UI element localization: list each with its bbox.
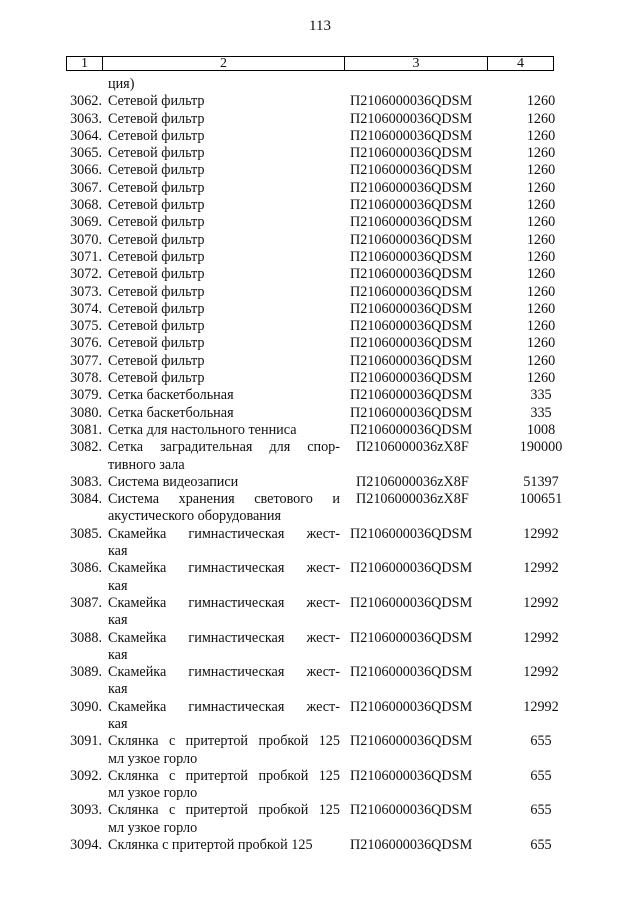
row-number: 3089. xyxy=(70,664,102,681)
item-name xyxy=(107,180,340,197)
item-value: 1260 xyxy=(526,231,556,248)
item-code: П2106000036QDSM xyxy=(350,767,473,784)
item-code: П2106000036QDSM xyxy=(350,162,473,179)
row-number: 3084. xyxy=(70,491,102,508)
item-code: П2106000036QDSM xyxy=(350,214,473,231)
item-value xyxy=(496,76,586,93)
table-row xyxy=(66,422,586,439)
item-value: 12992 xyxy=(523,629,559,646)
table-row xyxy=(66,232,586,249)
item-value: 12992 xyxy=(523,525,559,542)
item-value: 1260 xyxy=(526,300,556,317)
item-value: 335 xyxy=(530,387,552,404)
table-row xyxy=(66,284,586,301)
row-number: 3094. xyxy=(70,837,102,854)
item-code: П2106000036QDSM xyxy=(350,560,473,577)
item-name-line: тивного зала xyxy=(108,456,185,473)
item-value: 100651 xyxy=(519,491,563,508)
row-number: 3076. xyxy=(70,335,102,352)
item-name-line: Скамейка гимнастическая жест- xyxy=(108,560,340,577)
item-name xyxy=(107,145,340,162)
item-value: 1260 xyxy=(526,266,556,283)
item-value: 1260 xyxy=(526,197,556,214)
table-row xyxy=(66,664,586,699)
row-number: 3081. xyxy=(70,421,102,438)
item-name xyxy=(107,526,340,561)
item-name xyxy=(107,266,340,283)
table-row xyxy=(66,370,586,387)
item-code: П2106000036QDSM xyxy=(350,127,473,144)
item-value: 12992 xyxy=(523,698,559,715)
row-number: 3073. xyxy=(70,283,102,300)
item-name-line: кая xyxy=(108,612,128,629)
item-value: 1260 xyxy=(526,93,556,110)
item-name-line: Система видеозаписи xyxy=(108,473,239,490)
item-code: П2106000036QDSM xyxy=(350,594,473,611)
item-name xyxy=(107,284,340,301)
table-row xyxy=(66,491,586,526)
row-number: 3078. xyxy=(70,370,102,387)
item-name xyxy=(107,422,340,439)
table-row xyxy=(66,128,586,145)
item-name-line: Сетевой фильтр xyxy=(108,214,205,231)
table-row xyxy=(66,439,586,474)
item-name xyxy=(107,232,340,249)
item-value: 1260 xyxy=(526,370,556,387)
item-code: П2106000036QDSM xyxy=(350,231,473,248)
item-value: 335 xyxy=(530,404,552,421)
item-name xyxy=(107,664,340,699)
item-name xyxy=(107,197,340,214)
item-name-line: Сетевой фильтр xyxy=(108,197,205,214)
item-value: 1008 xyxy=(526,421,556,438)
item-code: П2106000036QDSM xyxy=(350,733,473,750)
table-row xyxy=(66,595,586,630)
item-code: П2106000036QDSM xyxy=(350,404,473,421)
item-name-line: Скамейка гимнастическая жест- xyxy=(108,629,340,646)
item-code: П2106000036QDSM xyxy=(350,698,473,715)
table-row xyxy=(66,318,586,335)
item-name xyxy=(107,214,340,231)
item-name-line: мл узкое горло xyxy=(108,785,198,802)
table-row xyxy=(66,768,586,803)
table-row xyxy=(66,197,586,214)
item-code: П2106000036zX8F xyxy=(356,439,469,456)
table-row xyxy=(66,474,586,491)
item-name-line: Сетевой фильтр xyxy=(108,110,205,127)
item-name-line: ция) xyxy=(108,76,135,92)
item-name-line: Сетевой фильтр xyxy=(108,179,205,196)
row-number: 3093. xyxy=(70,802,102,819)
item-code: П2106000036QDSM xyxy=(350,300,473,317)
row-number: 3077. xyxy=(70,352,102,369)
item-value: 655 xyxy=(530,767,552,784)
item-name-line: мл узкое горло xyxy=(108,750,198,767)
item-name-line: Сетка баскетбольная xyxy=(108,387,234,404)
item-value: 1260 xyxy=(526,318,556,335)
table-row xyxy=(66,93,586,110)
table-header xyxy=(66,56,554,71)
item-name-line: мл узкое горло xyxy=(108,819,198,836)
table-row xyxy=(66,214,586,231)
item-code: П2106000036QDSM xyxy=(350,179,473,196)
row-number: 3069. xyxy=(70,214,102,231)
item-value: 655 xyxy=(530,802,552,819)
row-number: 3092. xyxy=(70,767,102,784)
row-number: 3064. xyxy=(70,127,102,144)
row-number: 3075. xyxy=(70,318,102,335)
item-name xyxy=(107,76,340,93)
table-body xyxy=(66,76,586,854)
item-name xyxy=(107,802,340,837)
item-code: П2106000036QDSM xyxy=(350,110,473,127)
table-row xyxy=(66,335,586,352)
row-number: 3068. xyxy=(70,197,102,214)
item-name-line: Скамейка гимнастическая жест- xyxy=(108,698,340,715)
column-header-4: 4 xyxy=(517,56,524,71)
item-name xyxy=(107,405,340,422)
item-code: П2106000036zX8F xyxy=(356,491,469,508)
item-value: 12992 xyxy=(523,560,559,577)
item-name-line: Склянка с притертой пробкой 125 xyxy=(108,837,313,854)
item-name xyxy=(107,595,340,630)
item-name-line: Сетевой фильтр xyxy=(108,335,205,352)
item-name-line: Сетевой фильтр xyxy=(108,283,205,300)
item-value: 1260 xyxy=(526,214,556,231)
item-name xyxy=(107,128,340,145)
row-number: 3063. xyxy=(70,110,102,127)
item-name-line: Сетевой фильтр xyxy=(108,266,205,283)
item-name-line: кая xyxy=(108,543,128,560)
item-code: П2106000036QDSM xyxy=(350,525,473,542)
row-number: 3085. xyxy=(70,525,102,542)
item-name-line: Сетевой фильтр xyxy=(108,248,205,265)
item-name-line: Сетевой фильтр xyxy=(108,127,205,144)
item-code: П2106000036QDSM xyxy=(350,266,473,283)
item-code: П2106000036zX8F xyxy=(356,473,469,490)
item-name xyxy=(107,491,340,526)
row-number: 3087. xyxy=(70,594,102,611)
table-row xyxy=(66,111,586,128)
row-number: 3091. xyxy=(70,733,102,750)
item-name xyxy=(107,318,340,335)
item-name xyxy=(107,439,340,474)
item-name-line: Система хранения светового и xyxy=(108,491,340,508)
item-name-line: Склянка с притертой пробкой 125 xyxy=(108,733,340,750)
item-name-line: Сетевой фильтр xyxy=(108,162,205,179)
item-value: 190000 xyxy=(519,439,563,456)
item-value: 1260 xyxy=(526,283,556,300)
table-row xyxy=(66,837,586,854)
item-value: 1260 xyxy=(526,162,556,179)
item-code xyxy=(340,76,496,93)
item-value: 1260 xyxy=(526,127,556,144)
column-header-2: 2 xyxy=(103,57,345,70)
item-name xyxy=(107,335,340,352)
item-name-line: Сетка баскетбольная xyxy=(108,404,234,421)
row-number xyxy=(66,76,107,93)
item-value: 1260 xyxy=(526,352,556,369)
item-name-line: Сетевой фильтр xyxy=(108,93,205,110)
item-name xyxy=(107,353,340,370)
item-name xyxy=(107,560,340,595)
table-row xyxy=(66,802,586,837)
page-number: 113 xyxy=(309,18,331,34)
table-row xyxy=(66,387,586,404)
table-row xyxy=(66,76,586,93)
item-name-line: кая xyxy=(108,715,128,732)
item-name-line: Сетевой фильтр xyxy=(108,370,205,387)
item-name-line: Сетевой фильтр xyxy=(108,231,205,248)
table-row xyxy=(66,630,586,665)
item-value: 1260 xyxy=(526,110,556,127)
row-number: 3086. xyxy=(70,560,102,577)
item-code: П2106000036QDSM xyxy=(350,837,473,854)
item-name xyxy=(107,111,340,128)
column-header-1: 1 xyxy=(67,57,103,70)
item-name xyxy=(107,301,340,318)
item-name xyxy=(107,733,340,768)
table-row xyxy=(66,249,586,266)
item-name-line: Сетевой фильтр xyxy=(108,318,205,335)
row-number: 3072. xyxy=(70,266,102,283)
item-code: П2106000036QDSM xyxy=(350,93,473,110)
table-row xyxy=(66,162,586,179)
item-name-line: Сетка заградительная для спор- xyxy=(108,439,340,456)
row-number: 3082. xyxy=(70,439,102,456)
item-name xyxy=(107,630,340,665)
item-code: П2106000036QDSM xyxy=(350,197,473,214)
row-number: 3083. xyxy=(70,473,102,490)
item-code: П2106000036QDSM xyxy=(350,802,473,819)
item-name-line: Сетка для настольного тенниса xyxy=(108,421,297,438)
table-row xyxy=(66,353,586,370)
row-number: 3066. xyxy=(70,162,102,179)
table-row xyxy=(66,526,586,561)
table-row xyxy=(66,145,586,162)
item-name-line: Скамейка гимнастическая жест- xyxy=(108,664,340,681)
item-name xyxy=(107,474,340,491)
item-name-line: Скамейка гимнастическая жест- xyxy=(108,594,340,611)
row-number: 3074. xyxy=(70,300,102,317)
item-code: П2106000036QDSM xyxy=(350,387,473,404)
item-value: 12992 xyxy=(523,594,559,611)
item-code: П2106000036QDSM xyxy=(350,318,473,335)
item-value: 655 xyxy=(530,837,552,854)
table-row xyxy=(66,560,586,595)
table-row xyxy=(66,266,586,283)
table-row xyxy=(66,733,586,768)
table-row xyxy=(66,405,586,422)
item-name xyxy=(107,768,340,803)
item-name xyxy=(107,249,340,266)
item-code: П2106000036QDSM xyxy=(350,283,473,300)
row-number: 3071. xyxy=(70,248,102,265)
item-name-line: акустического оборудования xyxy=(108,508,281,525)
item-name xyxy=(107,370,340,387)
item-value: 12992 xyxy=(523,664,559,681)
item-code: П2106000036QDSM xyxy=(350,248,473,265)
item-code: П2106000036QDSM xyxy=(350,145,473,162)
item-name xyxy=(107,699,340,734)
row-number: 3067. xyxy=(70,179,102,196)
item-name-line: кая xyxy=(108,681,128,698)
item-code: П2106000036QDSM xyxy=(350,629,473,646)
table-row xyxy=(66,180,586,197)
row-number: 3088. xyxy=(70,629,102,646)
item-code: П2106000036QDSM xyxy=(350,421,473,438)
item-value: 655 xyxy=(530,733,552,750)
item-name-line: кая xyxy=(108,577,128,594)
item-name-line: кая xyxy=(108,646,128,663)
column-header-3: 3 xyxy=(345,57,488,70)
item-name xyxy=(107,93,340,110)
item-value: 1260 xyxy=(526,145,556,162)
item-code: П2106000036QDSM xyxy=(350,664,473,681)
item-value: 1260 xyxy=(526,335,556,352)
row-number: 3080. xyxy=(70,404,102,421)
row-number: 3090. xyxy=(70,698,102,715)
row-number: 3065. xyxy=(70,145,102,162)
item-name xyxy=(107,837,340,854)
item-value: 1260 xyxy=(526,179,556,196)
item-name-line: Сетевой фильтр xyxy=(108,352,205,369)
item-name-line: Склянка с притертой пробкой 125 xyxy=(108,767,340,784)
row-number: 3062. xyxy=(70,93,102,110)
item-value: 51397 xyxy=(523,473,559,490)
item-code: П2106000036QDSM xyxy=(350,352,473,369)
row-number: 3079. xyxy=(70,387,102,404)
item-name-line: Скамейка гимнастическая жест- xyxy=(108,525,340,542)
table-row xyxy=(66,301,586,318)
item-name-line: Сетевой фильтр xyxy=(108,300,205,317)
item-name xyxy=(107,387,340,404)
item-code: П2106000036QDSM xyxy=(350,370,473,387)
item-name-line: Сетевой фильтр xyxy=(108,145,205,162)
item-code: П2106000036QDSM xyxy=(350,335,473,352)
item-name-line: Склянка с притертой пробкой 125 xyxy=(108,802,340,819)
item-value: 1260 xyxy=(526,248,556,265)
table-row xyxy=(66,699,586,734)
item-name xyxy=(107,162,340,179)
row-number: 3070. xyxy=(70,231,102,248)
